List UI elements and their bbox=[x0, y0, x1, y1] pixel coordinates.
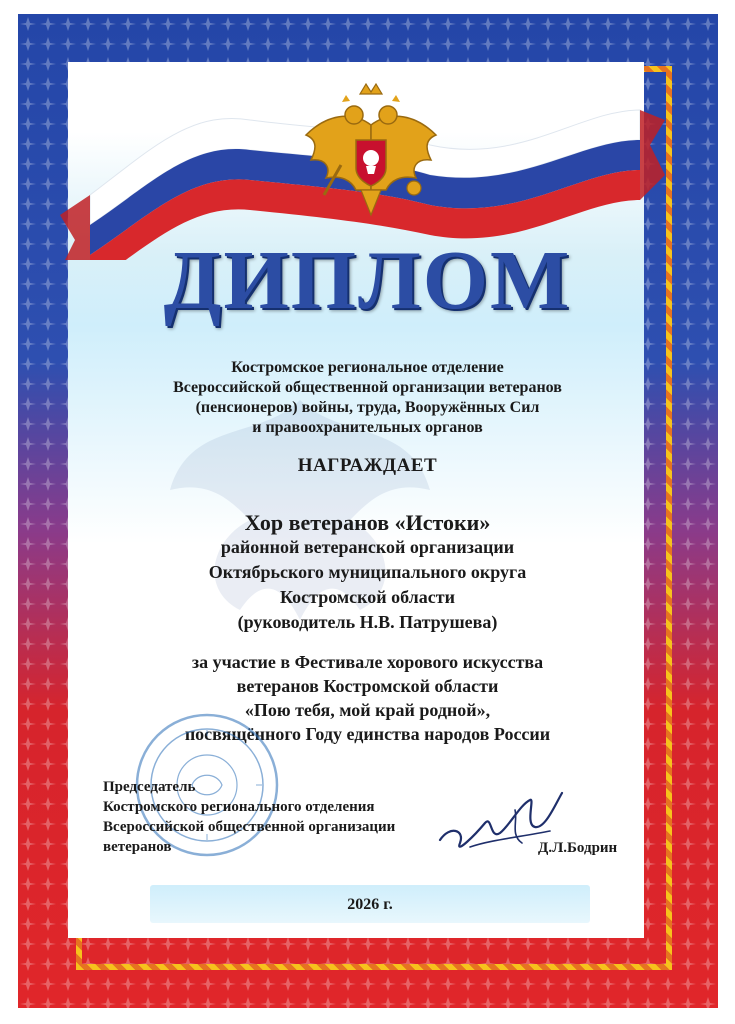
issuer-line: Костромское региональное отделение bbox=[231, 359, 504, 376]
award-reason bbox=[0, 650, 735, 746]
signatory-title bbox=[103, 777, 395, 857]
diploma-year: 2026 г. bbox=[347, 896, 393, 913]
issuer-organization bbox=[0, 358, 735, 438]
recipient-line: районной ветеранской организации bbox=[220, 537, 515, 557]
recipient-name: Хор ветеранов «Истоки» bbox=[244, 510, 491, 535]
russian-coat-of-arms-icon bbox=[296, 80, 446, 230]
reason-line: за участие в Фестивале хорового искусства bbox=[191, 652, 544, 672]
signatory-line: Председатель bbox=[103, 779, 196, 795]
diploma-title: ДИПЛОМ bbox=[163, 234, 572, 327]
recipient-details bbox=[0, 535, 735, 635]
reason-line: ветеранов Костромской области bbox=[236, 676, 499, 696]
issuer-line: и правоохранительных органов bbox=[252, 419, 483, 436]
reason-line: посвящённого Году единства народов России bbox=[184, 724, 551, 744]
signatory-line: Всероссийской общественной организации bbox=[103, 819, 396, 835]
signatory-line: Костромского регионального отделения bbox=[103, 799, 375, 815]
signatory-line: ветеранов bbox=[103, 839, 172, 855]
signatory-name: Д.Л.Бодрин bbox=[538, 840, 618, 856]
awards-label: НАГРАЖДАЕТ bbox=[297, 455, 438, 476]
recipient-line: (руководитель Н.В. Патрушева) bbox=[237, 612, 498, 632]
issuer-line: (пенсионеров) войны, труда, Вооружённых Сил bbox=[195, 399, 540, 416]
recipient-line: Октябрьского муниципального округа bbox=[208, 562, 527, 582]
reason-line: «Пою тебя, мой край родной», bbox=[244, 700, 491, 720]
recipient-line: Костромской области bbox=[280, 587, 455, 607]
issuer-line: Всероссийской общественной организации ветеранов bbox=[173, 379, 562, 396]
